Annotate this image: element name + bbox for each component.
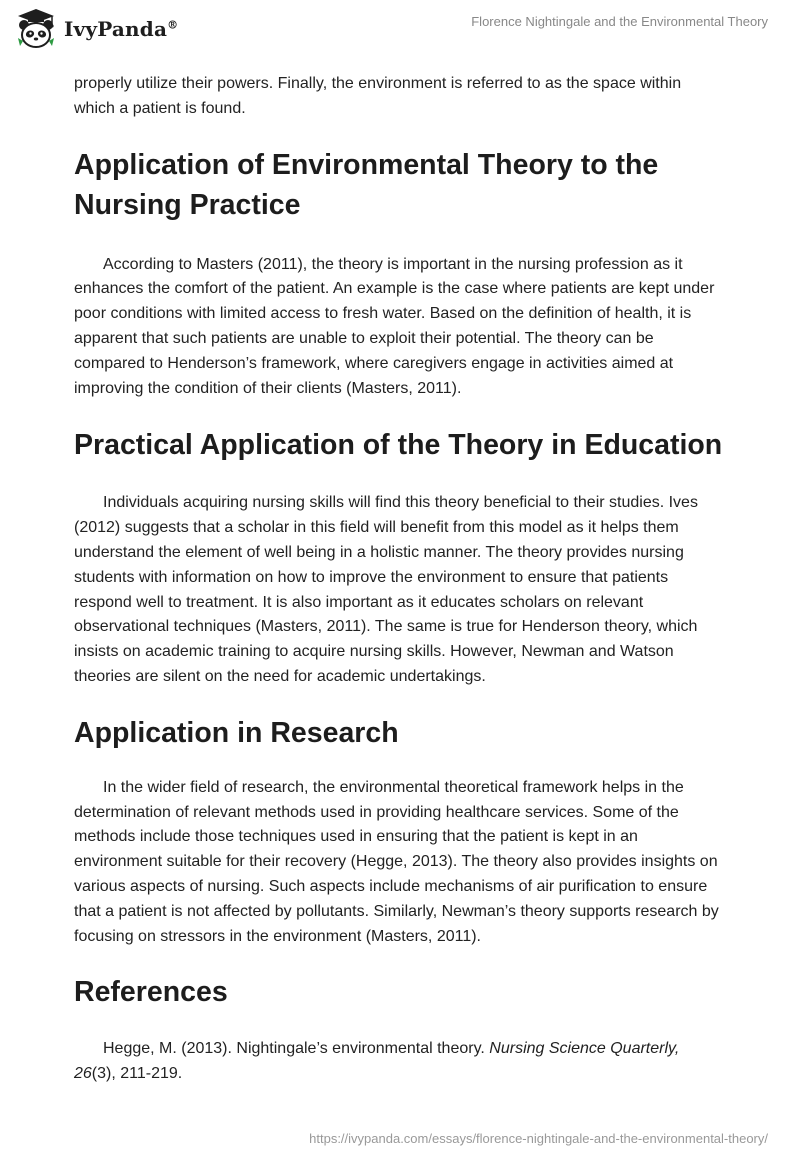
section-paragraph-nursing-practice: According to Masters (2011), the theory is important in the nursing profession as it enhances the comfort of the patient. An example is the case where patients are kept under poor conditions with limited access to fresh water. Based on the definition of health, it is apparent that such patients are unable to exploit their potential. The theory can be compared to Henderson’s framework, where caregivers engage in activities aimed at improving the condition of their clients (Masters, 2011). [74,255,715,397]
section-heading-education: Practical Application of the Theory in Education [74,429,723,462]
source-url[interactable]: https://ivypanda.com/essays/florence-nightingale-and-the-environmental-theory/ [309,1131,768,1146]
panda-graduate-icon [14,8,58,50]
section-heading-nursing-practice: Application of Environmental Theory to the Nursing Practice [74,148,659,221]
article-body [74,72,724,1087]
references-heading: References [74,976,228,1009]
section-paragraph-research: In the wider field of research, the environmental theoretical framework helps in the determination of relevant methods used in providing healthcare services. Some of the methods include those techniques used in ensuring that the patient is kept in an environment suitable for their recovery (Hegge, 2013). The theory also provides insights on various aspects of nursing. Such aspects include mechanisms of air purification to ensure that a patient is not affected by pollutants. Similarly, Newman’s theory supports research by focusing on stressors in the environment (Masters, 2011). [74,778,719,945]
page-header [0,0,800,66]
reference-pages: (3), 211-219. [91,1065,183,1083]
document-title: Florence Nightingale and the Environmental Theory [471,14,768,29]
intro-paragraph: properly utilize their powers. Finally, the environment is referred to as the space within which a patient is found. [74,75,682,117]
registered-mark: ® [167,18,179,32]
section-heading-research: Application in Research [74,716,399,749]
section-paragraph-education: Individuals acquiring nursing skills will find this theory beneficial to their studies. Ives (2012) suggests that a scholar in this field will benefit from this model as it helps them understand the element of well being in a holistic manner. The theory provides nursing students with information on how to improve the environment to ensure that patients respond well to treatment. It is also important as it educates scholars on relevant observational techniques (Masters, 2011). The same is true for Henderson theory, which insists on academic training to acquire nursing skills. However, Newman and Watson theories are silent on the need for academic undertakings. [74,494,698,685]
reference-item [74,1037,724,1087]
reference-text: Hegge, M. (2013). Nightingale’s environmental theory. [103,1040,490,1058]
logo-wordmark: IvyPanda® [64,17,179,41]
ivypanda-logo[interactable] [14,8,178,50]
reference-journal: Nursing Science Quarterly, 26 [74,1040,680,1083]
